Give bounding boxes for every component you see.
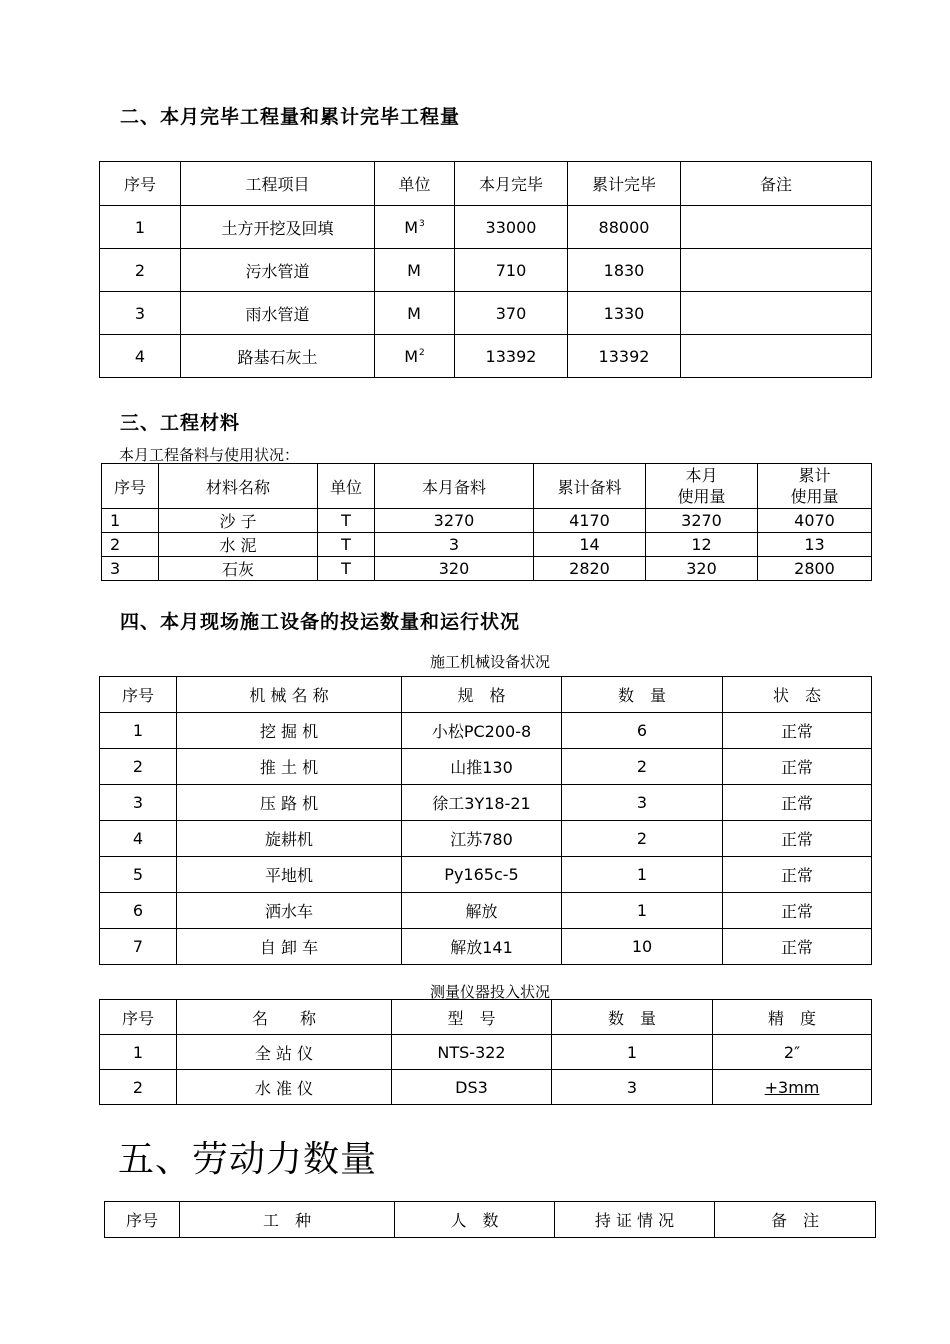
header-cell: 备注 [681, 162, 872, 206]
table-row [100, 821, 872, 857]
total-prepared: 4170 [534, 509, 646, 533]
unit-cell [375, 206, 455, 249]
unit-superscript: 3 [419, 218, 425, 229]
row-number: 2 [102, 533, 159, 557]
month-prepared: 3 [375, 533, 534, 557]
note [681, 292, 872, 335]
work-item: 污水管道 [181, 249, 375, 292]
header-cell: 名 称 [177, 1000, 392, 1035]
material-name: 石灰 [159, 557, 318, 581]
table-row [100, 1070, 872, 1105]
note [681, 249, 872, 292]
header-cell: 持 证 情 况 [555, 1202, 715, 1238]
instrument-precision: 2″ [713, 1035, 872, 1070]
month-value: 710 [455, 249, 568, 292]
unit-cell [375, 292, 455, 335]
work-item: 土方开挖及回填 [181, 206, 375, 249]
table-row [102, 509, 872, 533]
row-number: 1 [100, 206, 181, 249]
machine-quantity: 10 [562, 929, 723, 965]
material-name: 水 泥 [159, 533, 318, 557]
unit: T [318, 557, 375, 581]
total-used: 4070 [758, 509, 872, 533]
row-number: 3 [100, 292, 181, 335]
completed-work-table [99, 161, 872, 378]
month-value: 370 [455, 292, 568, 335]
table-row [100, 249, 872, 292]
machine-quantity: 1 [562, 893, 723, 929]
header-cell: 序号 [100, 1000, 177, 1035]
month-used: 320 [646, 557, 758, 581]
table-row [100, 929, 872, 965]
header-cell: 序号 [100, 677, 177, 713]
total-used: 2800 [758, 557, 872, 581]
row-number: 1 [102, 509, 159, 533]
row-number: 1 [100, 1035, 177, 1070]
table-header-row [102, 464, 872, 509]
header-cell: 工程项目 [181, 162, 375, 206]
machine-status: 正常 [723, 821, 872, 857]
header-cell: 序号 [102, 464, 159, 509]
unit-superscript: 2 [419, 347, 425, 358]
table-row [100, 1035, 872, 1070]
month-value: 33000 [455, 206, 568, 249]
table-row [100, 713, 872, 749]
instrument-table [99, 999, 872, 1105]
month-prepared: 3270 [375, 509, 534, 533]
header-cell: 状 态 [723, 677, 872, 713]
unit: M [407, 303, 421, 323]
total-value: 13392 [568, 335, 681, 378]
machine-spec: 解放 [402, 893, 562, 929]
instrument-model: NTS-322 [392, 1035, 552, 1070]
month-used: 12 [646, 533, 758, 557]
machine-quantity: 2 [562, 749, 723, 785]
total-prepared: 2820 [534, 557, 646, 581]
table-header-row [100, 162, 872, 206]
machine-status: 正常 [723, 929, 872, 965]
row-number: 6 [100, 893, 177, 929]
machine-status: 正常 [723, 713, 872, 749]
header-line: 使用量 [677, 487, 726, 506]
machine-quantity: 2 [562, 821, 723, 857]
header-cell: 单位 [318, 464, 375, 509]
header-cell: 工 种 [180, 1202, 395, 1238]
machine-name: 压 路 机 [177, 785, 402, 821]
row-number: 4 [100, 821, 177, 857]
table-header-row [100, 1000, 872, 1035]
instrument-name: 水 准 仪 [177, 1070, 392, 1105]
row-number: 3 [100, 785, 177, 821]
table-row [100, 857, 872, 893]
instrument-precision: +3mm [713, 1070, 872, 1105]
unit: M [407, 260, 421, 280]
instrument-caption: 测量仪器投入状况 [429, 983, 550, 1001]
machine-caption: 施工机械设备状况 [429, 653, 550, 671]
machine-quantity: 3 [562, 785, 723, 821]
instrument-name: 全 站 仪 [177, 1035, 392, 1070]
total-value: 1830 [568, 249, 681, 292]
machine-spec: 小松PC200-8 [402, 713, 562, 749]
unit-cell [375, 335, 455, 378]
machinery-table [99, 676, 872, 965]
table-row [100, 749, 872, 785]
row-number: 2 [100, 1070, 177, 1105]
section5-heading: 五、劳动力数量 [118, 1139, 378, 1180]
material-name: 沙 子 [159, 509, 318, 533]
total-value: 1330 [568, 292, 681, 335]
machine-name: 洒水车 [177, 893, 402, 929]
note [681, 335, 872, 378]
section3-heading: 三、工程材料 [120, 412, 241, 434]
total-used: 13 [758, 533, 872, 557]
header-cell: 数 量 [552, 1000, 713, 1035]
header-cell: 精 度 [713, 1000, 872, 1035]
row-number: 1 [100, 713, 177, 749]
machine-name: 旋耕机 [177, 821, 402, 857]
unit: T [318, 509, 375, 533]
total-value: 88000 [568, 206, 681, 249]
labor-table [104, 1201, 876, 1238]
machine-spec: 解放141 [402, 929, 562, 965]
machine-spec: Py165c-5 [402, 857, 562, 893]
header-cell: 数 量 [562, 677, 723, 713]
machine-name: 挖 掘 机 [177, 713, 402, 749]
header-line: 使用量 [790, 487, 839, 506]
machine-status: 正常 [723, 857, 872, 893]
unit: T [318, 533, 375, 557]
row-number: 3 [102, 557, 159, 581]
materials-table [101, 463, 872, 581]
machine-name: 平地机 [177, 857, 402, 893]
header-line: 本月 [685, 466, 718, 485]
work-item: 路基石灰土 [181, 335, 375, 378]
machine-name: 推 土 机 [177, 749, 402, 785]
machine-name: 自 卸 车 [177, 929, 402, 965]
month-value: 13392 [455, 335, 568, 378]
total-prepared: 14 [534, 533, 646, 557]
table-row [102, 533, 872, 557]
machine-spec: 山推130 [402, 749, 562, 785]
header-cell: 机 械 名 称 [177, 677, 402, 713]
instrument-model: DS3 [392, 1070, 552, 1105]
header-cell: 材料名称 [159, 464, 318, 509]
header-cell: 单位 [375, 162, 455, 206]
section4-heading: 四、本月现场施工设备的投运数量和运行状况 [120, 611, 521, 633]
table-header-row [100, 677, 872, 713]
materials-subtitle: 本月工程备料与使用状况： [119, 446, 300, 464]
machine-status: 正常 [723, 749, 872, 785]
machine-spec: 徐工3Y18-21 [402, 785, 562, 821]
row-number: 2 [100, 249, 181, 292]
table-row [100, 893, 872, 929]
header-cell: 序号 [100, 162, 181, 206]
month-prepared: 320 [375, 557, 534, 581]
header-cell: 本月完毕 [455, 162, 568, 206]
month-used: 3270 [646, 509, 758, 533]
header-cell: 型 号 [392, 1000, 552, 1035]
unit-cell [375, 249, 455, 292]
header-line: 累计 [798, 466, 831, 485]
row-number: 4 [100, 335, 181, 378]
machine-status: 正常 [723, 893, 872, 929]
machine-quantity: 6 [562, 713, 723, 749]
header-cell: 规 格 [402, 677, 562, 713]
table-header-row [105, 1202, 876, 1238]
unit: M [404, 346, 419, 366]
section2-heading: 二、本月完毕工程量和累计完毕工程量 [120, 106, 461, 128]
header-cell: 人 数 [395, 1202, 555, 1238]
note [681, 206, 872, 249]
header-cell: 序号 [105, 1202, 180, 1238]
header-cell [758, 464, 872, 509]
unit: M [404, 217, 419, 237]
header-cell: 累计备料 [534, 464, 646, 509]
table-row [102, 557, 872, 581]
table-row [100, 292, 872, 335]
row-number: 5 [100, 857, 177, 893]
row-number: 7 [100, 929, 177, 965]
header-cell [646, 464, 758, 509]
table-row [100, 785, 872, 821]
machine-quantity: 1 [562, 857, 723, 893]
header-cell: 备 注 [715, 1202, 876, 1238]
header-cell: 本月备料 [375, 464, 534, 509]
table-row [100, 335, 872, 378]
instrument-quantity: 3 [552, 1070, 713, 1105]
header-cell: 累计完毕 [568, 162, 681, 206]
machine-spec: 江苏780 [402, 821, 562, 857]
table-row [100, 206, 872, 249]
work-item: 雨水管道 [181, 292, 375, 335]
row-number: 2 [100, 749, 177, 785]
instrument-quantity: 1 [552, 1035, 713, 1070]
machine-status: 正常 [723, 785, 872, 821]
